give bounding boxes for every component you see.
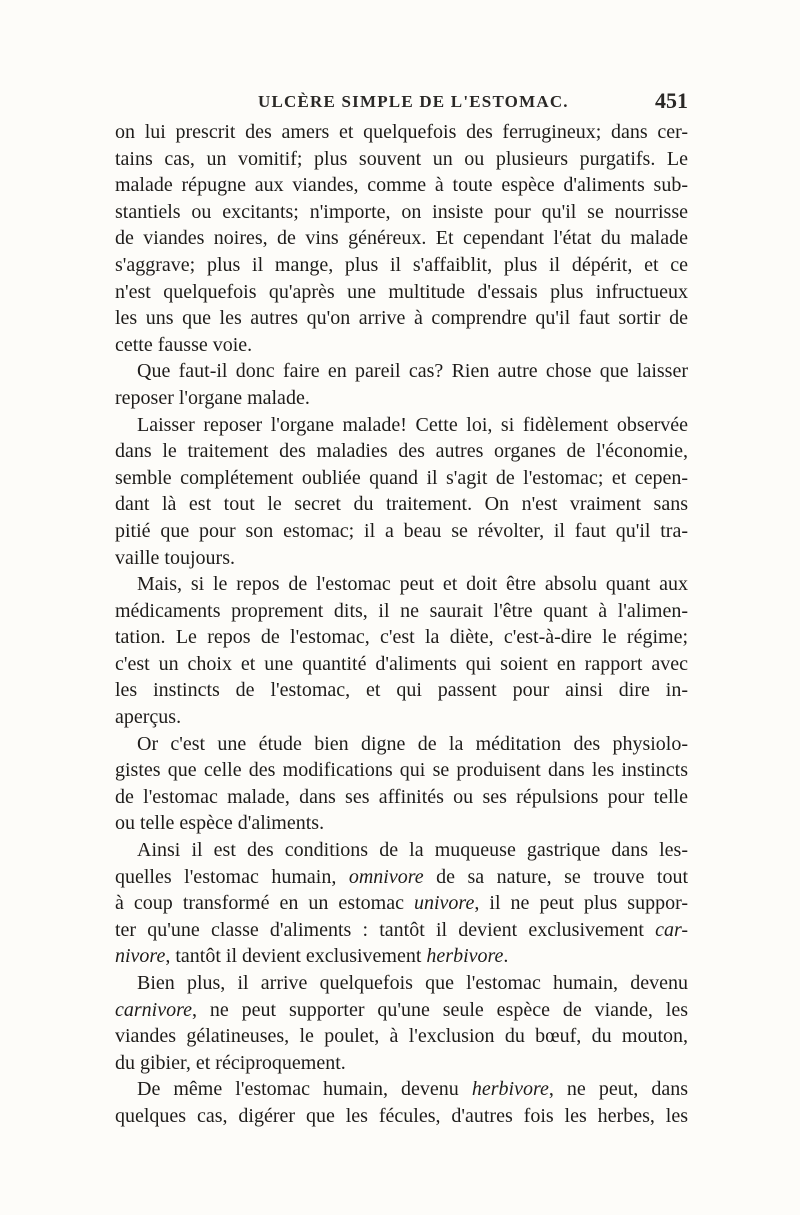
text-line: ou telle espèce d'aliments. <box>115 812 325 835</box>
text-line: à coup transformé en un estomac univore, il ne peut plus suppor- <box>115 892 688 915</box>
text-line: dans le traitement des maladies des autres organes de l'économie, <box>115 440 688 463</box>
text-line: de viandes noires, de vins généreux. Et cependant l'état du malade <box>115 227 688 250</box>
text-line: dant là est tout le secret du traitement. On n'est vraiment sans <box>115 493 688 516</box>
text-line: Or c'est une étude bien digne de la méditation des physiolo- <box>137 732 688 755</box>
text-line: pitié que pour son estomac; il a beau se révolter, il faut qu'il tra- <box>115 519 688 542</box>
text-line: les uns que les autres qu'on arrive à comprendre qu'il faut sortir de <box>115 307 688 330</box>
text-line: c'est un choix et une quantité d'aliments qui soient en rapport avec <box>115 652 688 675</box>
text-line: De même l'estomac humain, devenu herbivore, ne peut, dans <box>137 1078 688 1101</box>
text-line: cette fausse voie. <box>115 333 253 356</box>
text-line: on lui prescrit des amers et quelquefois des ferrugineux; dans cer- <box>115 121 688 143</box>
text-line: ter qu'une classe d'aliments : tantôt il devient exclusivement car- <box>115 918 688 941</box>
text-line: médicaments proprement dits, il ne saurait l'être quant à l'alimen- <box>115 599 688 622</box>
text-line: s'aggrave; plus il mange, plus il s'affaiblit, plus il dépérit, et ce <box>115 253 688 276</box>
text-line: tains cas, un vomitif; plus souvent un ou plusieurs purgatifs. Le <box>115 147 688 170</box>
text-line: Bien plus, il arrive quelquefois que l'estomac humain, devenu <box>137 972 688 994</box>
text-line: n'est quelquefois qu'après une multitude d'essais plus infructueux <box>115 280 688 303</box>
text-line: carnivore, ne peut supporter qu'une seule espèce de viande, les <box>115 998 688 1021</box>
text-line: malade répugne aux viandes, comme à toute espèce d'aliments sub- <box>115 174 688 197</box>
text-line: gistes que celle des modifications qui se produisent dans les instincts <box>115 759 688 782</box>
text-line: aperçus. <box>115 706 182 729</box>
text-line: les instincts de l'estomac, et qui passent pour ainsi dire in- <box>115 679 688 702</box>
body-text <box>115 119 688 1130</box>
text-line: semble complétement oubliée quand il s'agit de l'estomac; et cepen- <box>115 466 688 489</box>
text-line: reposer l'organe malade. <box>115 386 310 409</box>
text-line: du gibier, et réciproquement. <box>115 1051 346 1074</box>
text-line: de l'estomac malade, dans ses affinités ou ses répulsions pour telle <box>115 785 688 808</box>
text-line: Que faut-il donc faire en pareil cas? Rien autre chose que laisser <box>137 360 688 383</box>
text-line: quelles l'estomac humain, omnivore de sa nature, se trouve tout <box>115 865 688 888</box>
text-line: Ainsi il est des conditions de la muqueuse gastrique dans les- <box>137 839 688 862</box>
text-line: viandes gélatineuses, le poulet, à l'exclusion du bœuf, du mouton, <box>115 1025 688 1048</box>
text-line: stantiels ou excitants; n'importe, on insiste pour qu'il se nourrisse <box>115 200 688 223</box>
text-line: Laisser reposer l'organe malade! Cette loi, si fidèlement observée <box>137 413 688 436</box>
text-line: Mais, si le repos de l'estomac peut et doit être absolu quant aux <box>137 573 688 596</box>
running-head: ULCÈRE SIMPLE DE L'ESTOMAC. <box>258 92 569 111</box>
page-number: 451 <box>655 88 688 113</box>
text-line: vaille toujours. <box>115 546 235 569</box>
text-line: tation. Le repos de l'estomac, c'est la diète, c'est-à-dire le régime; <box>115 626 688 649</box>
text-line: quelques cas, digérer que les fécules, d'autres fois les herbes, les <box>115 1104 688 1127</box>
text-line: nivore, tantôt il devient exclusivement herbivore. <box>115 945 509 968</box>
